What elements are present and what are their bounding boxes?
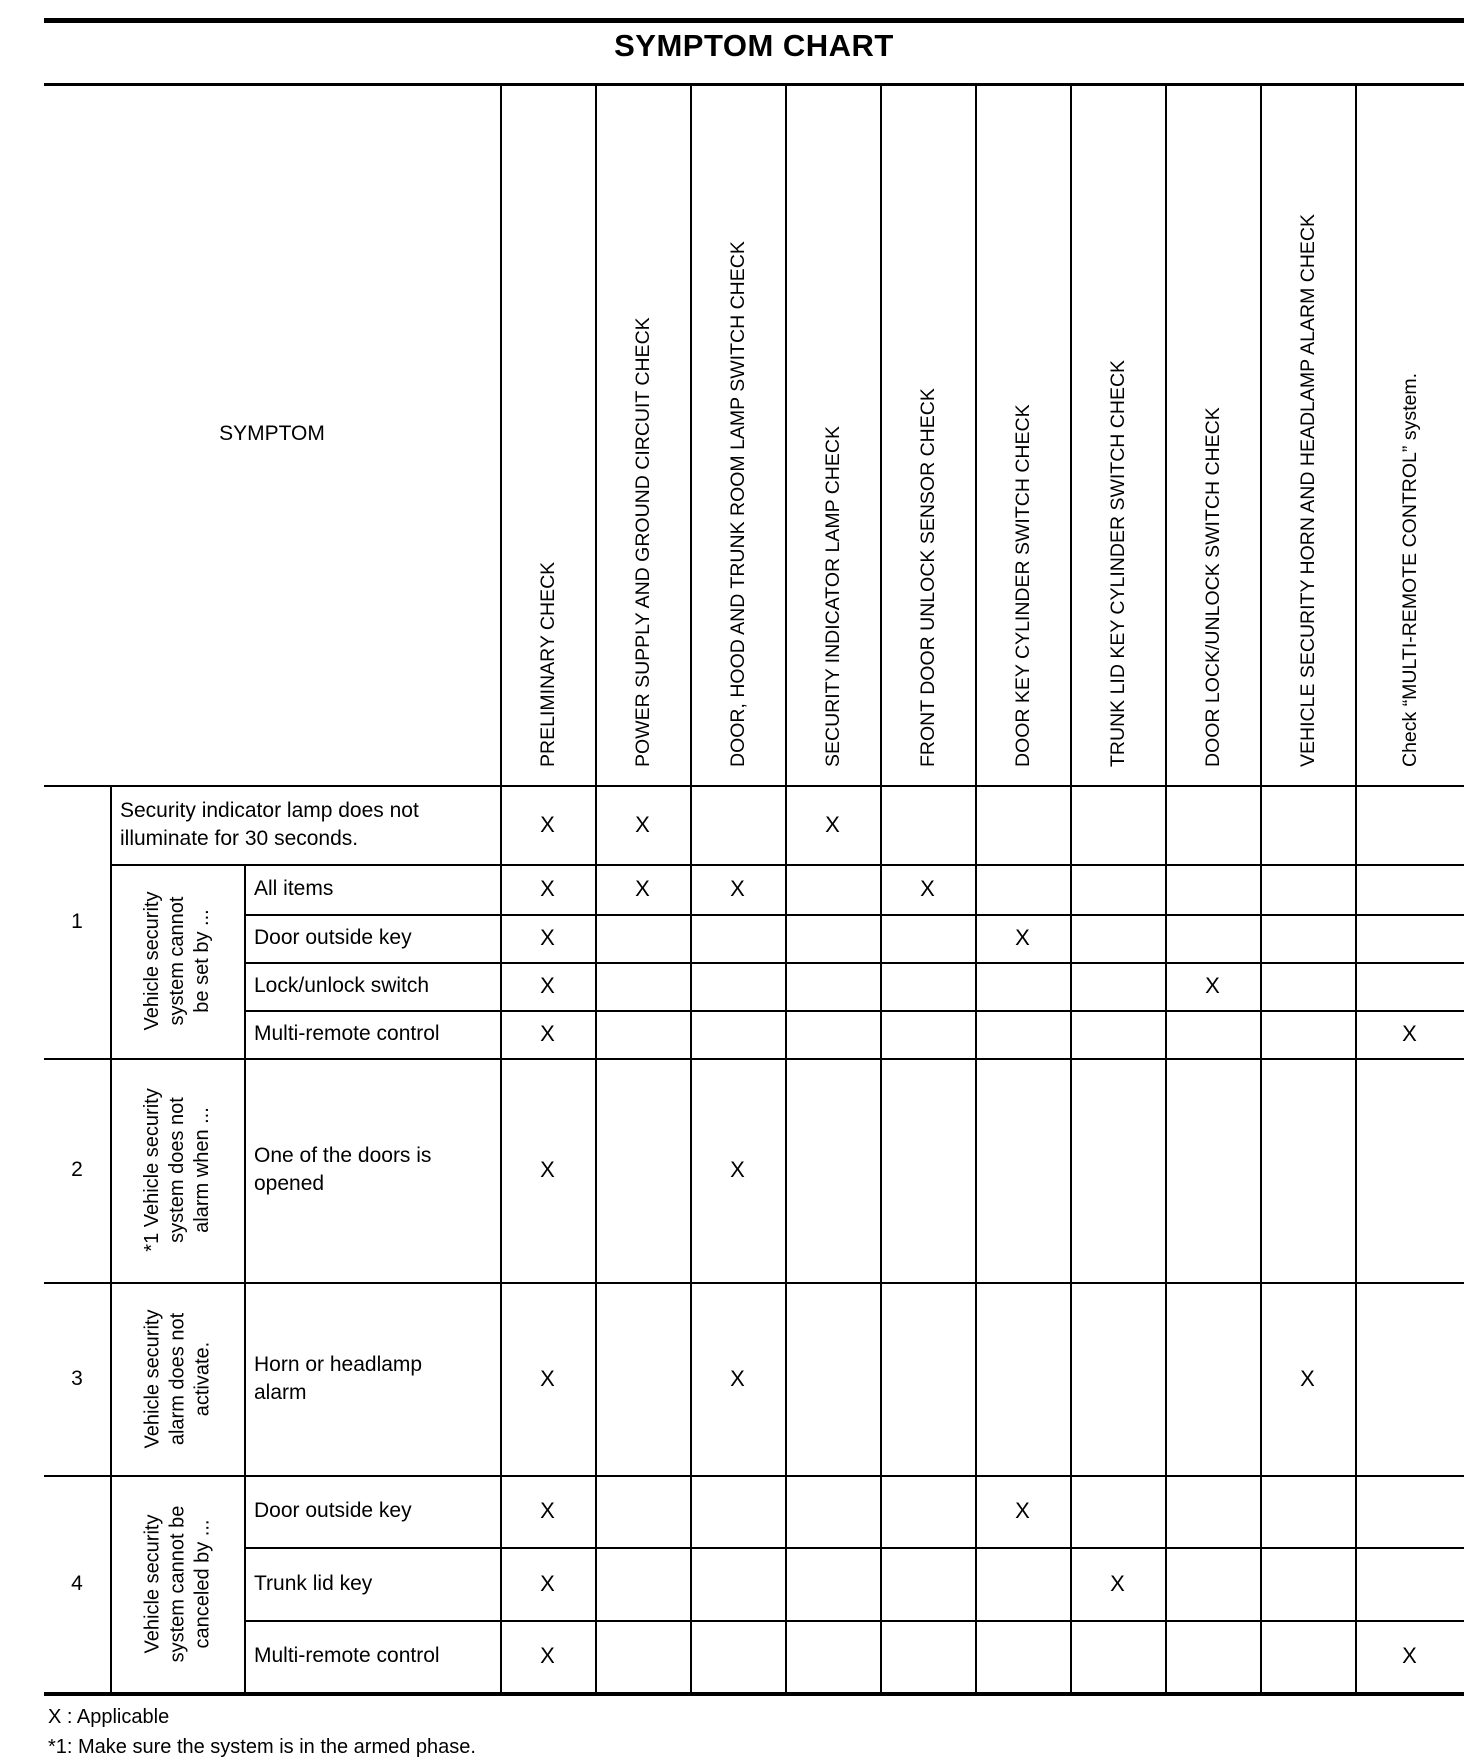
applicable-mark <box>1355 1058 1464 1282</box>
symptom-text: Horn or headlamp alarm <box>254 1352 423 1404</box>
applicable-mark <box>1355 1547 1464 1620</box>
applicable-mark <box>1165 914 1260 962</box>
applicable-mark <box>1355 1475 1464 1547</box>
applicable-mark <box>1260 1547 1355 1620</box>
applicable-mark <box>595 1010 690 1058</box>
group-number: 2 <box>71 1158 83 1181</box>
group-number: 3 <box>71 1366 83 1390</box>
applicable-mark <box>1355 914 1464 962</box>
applicable-mark <box>1070 914 1165 962</box>
column-header-10: Check “MULTI-REMOTE CONTROL” system. <box>1398 373 1421 767</box>
applicable-mark <box>975 962 1070 1010</box>
applicable-mark: X <box>540 973 555 998</box>
applicable-mark <box>690 1620 785 1692</box>
applicable-mark <box>1165 864 1260 914</box>
applicable-mark <box>1355 785 1464 864</box>
applicable-mark <box>1165 1475 1260 1547</box>
applicable-mark <box>1070 1058 1165 1282</box>
applicable-mark <box>785 1620 880 1692</box>
applicable-mark <box>1260 864 1355 914</box>
applicable-mark: X <box>1402 1643 1417 1668</box>
applicable-mark <box>975 1547 1070 1620</box>
applicable-mark <box>785 864 880 914</box>
symptom-category <box>110 1058 244 1282</box>
applicable-mark: X <box>540 925 555 950</box>
column-header-5: FRONT DOOR UNLOCK SENSOR CHECK <box>916 388 939 767</box>
applicable-mark: X <box>540 1365 555 1391</box>
symptom-category-label: *1 Vehicle security system does not alarm when ... <box>140 1088 213 1252</box>
applicable-mark <box>785 1058 880 1282</box>
applicable-mark <box>1355 864 1464 914</box>
column-header-7: TRUNK LID KEY CYLINDER SWITCH CHECK <box>1106 359 1129 767</box>
applicable-mark <box>975 1010 1070 1058</box>
applicable-mark: X <box>540 1643 555 1668</box>
applicable-mark <box>975 1058 1070 1282</box>
applicable-mark <box>595 1547 690 1620</box>
symptom-text: Lock/unlock switch <box>254 974 430 997</box>
applicable-mark <box>1165 1547 1260 1620</box>
applicable-mark: X <box>540 1157 555 1182</box>
applicable-mark: X <box>1110 1570 1125 1596</box>
applicable-mark <box>595 962 690 1010</box>
applicable-mark <box>1165 1620 1260 1692</box>
column-header-9: VEHICLE SECURITY HORN AND HEADLAMP ALARM CHECK <box>1296 214 1319 767</box>
symptom-text: Multi-remote control <box>254 1022 440 1045</box>
applicable-mark <box>880 1282 975 1475</box>
symptom-text: One of the doors is opened <box>254 1144 432 1195</box>
applicable-mark <box>975 1620 1070 1692</box>
symptom-text: All items <box>254 877 334 900</box>
applicable-mark <box>975 1282 1070 1475</box>
applicable-mark <box>1165 1010 1260 1058</box>
applicable-mark <box>690 1475 785 1547</box>
symptom-text: Door outside key <box>254 1499 412 1522</box>
applicable-mark <box>1260 1620 1355 1692</box>
applicable-mark: X <box>540 876 555 901</box>
applicable-mark <box>1260 1475 1355 1547</box>
column-header-4: SECURITY INDICATOR LAMP CHECK <box>821 426 844 767</box>
applicable-mark: X <box>540 1021 555 1046</box>
applicable-mark <box>595 1620 690 1692</box>
applicable-mark <box>690 1010 785 1058</box>
applicable-mark <box>1070 1282 1165 1475</box>
applicable-mark <box>1070 1010 1165 1058</box>
applicable-mark: X <box>540 811 555 837</box>
applicable-mark <box>690 785 785 864</box>
applicable-mark <box>595 914 690 962</box>
applicable-mark <box>1165 1282 1260 1475</box>
applicable-mark <box>1070 1620 1165 1692</box>
column-header-8: DOOR LOCK/UNLOCK SWITCH CHECK <box>1201 407 1224 767</box>
page-title: SYMPTOM CHART <box>614 28 894 63</box>
applicable-mark <box>595 1058 690 1282</box>
footnote-armed-phase: *1: Make sure the system is in the armed phase. <box>48 1736 476 1758</box>
applicable-mark: X <box>1402 1021 1417 1046</box>
applicable-mark: X <box>1015 925 1030 950</box>
column-header-2: POWER SUPPLY AND GROUND CIRCUIT CHECK <box>631 317 654 767</box>
applicable-mark <box>1070 864 1165 914</box>
symptom-text: Door outside key <box>254 926 412 949</box>
applicable-mark <box>975 864 1070 914</box>
applicable-mark <box>880 785 975 864</box>
column-header-1: PRELIMINARY CHECK <box>536 561 559 767</box>
symptom-category-label: Vehicle security system cannot be canceled by ... <box>140 1505 213 1662</box>
applicable-mark <box>880 1475 975 1547</box>
applicable-mark: X <box>730 1157 745 1182</box>
applicable-mark: X <box>635 811 650 837</box>
applicable-mark <box>880 1058 975 1282</box>
applicable-mark <box>690 1547 785 1620</box>
symptom-category <box>110 1282 244 1475</box>
group-number: 4 <box>71 1571 83 1595</box>
applicable-mark <box>1260 1010 1355 1058</box>
applicable-mark <box>880 1547 975 1620</box>
applicable-mark <box>785 914 880 962</box>
applicable-mark: X <box>1205 973 1220 998</box>
symptom-column-header: SYMPTOM <box>219 422 325 445</box>
applicable-mark <box>880 914 975 962</box>
applicable-mark: X <box>730 876 745 901</box>
applicable-mark <box>595 1282 690 1475</box>
applicable-mark <box>975 785 1070 864</box>
applicable-mark: X <box>730 1365 745 1391</box>
applicable-mark <box>785 1010 880 1058</box>
applicable-mark <box>880 962 975 1010</box>
applicable-mark <box>880 1620 975 1692</box>
applicable-mark <box>1260 1058 1355 1282</box>
applicable-mark: X <box>540 1498 555 1523</box>
applicable-mark <box>1070 1475 1165 1547</box>
symptom-category <box>110 864 244 1058</box>
symptom-text: Security indicator lamp does not illuminate for 30 seconds. <box>120 798 419 850</box>
top-rule <box>44 18 1464 23</box>
applicable-mark <box>785 962 880 1010</box>
applicable-mark <box>1165 1058 1260 1282</box>
applicable-mark <box>1070 785 1165 864</box>
footnote-legend: X : Applicable <box>48 1706 170 1728</box>
applicable-mark <box>1355 1282 1464 1475</box>
applicable-mark <box>785 1547 880 1620</box>
column-header-3: DOOR, HOOD AND TRUNK ROOM LAMP SWITCH CHECK <box>726 241 749 767</box>
applicable-mark <box>690 914 785 962</box>
applicable-mark: X <box>1300 1365 1315 1391</box>
applicable-mark: X <box>825 811 840 837</box>
applicable-mark <box>690 962 785 1010</box>
symptom-text: Trunk lid key <box>254 1571 373 1595</box>
applicable-mark <box>785 1475 880 1547</box>
table-bottom-rule <box>44 1692 1464 1696</box>
applicable-mark <box>880 1010 975 1058</box>
symptom-text: Multi-remote control <box>254 1644 440 1667</box>
applicable-mark <box>1070 962 1165 1010</box>
applicable-mark <box>1260 962 1355 1010</box>
applicable-mark: X <box>1015 1498 1030 1523</box>
applicable-mark <box>1165 785 1260 864</box>
column-header-6: DOOR KEY CYLINDER SWITCH CHECK <box>1011 404 1034 767</box>
applicable-mark <box>595 1475 690 1547</box>
applicable-mark <box>1260 914 1355 962</box>
applicable-mark <box>785 1282 880 1475</box>
group-number: 1 <box>71 909 83 933</box>
applicable-mark: X <box>920 876 935 901</box>
applicable-mark: X <box>540 1570 555 1596</box>
symptom-category <box>110 1475 244 1692</box>
symptom-category-label: Vehicle security alarm does not activate. <box>140 1309 213 1448</box>
applicable-mark <box>1355 962 1464 1010</box>
symptom-category-label: Vehicle security system cannot be set by ... <box>140 891 213 1031</box>
applicable-mark: X <box>635 876 650 901</box>
applicable-mark <box>1260 785 1355 864</box>
